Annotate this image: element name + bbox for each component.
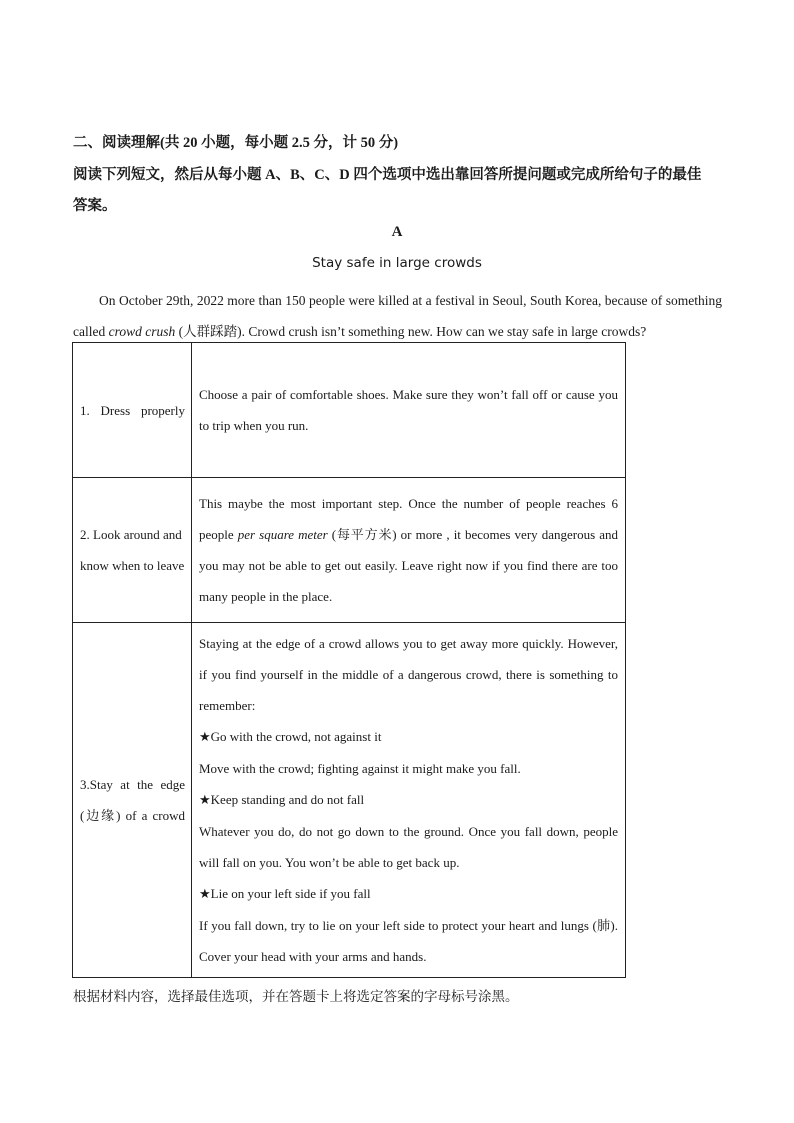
passage-letter: A bbox=[391, 224, 403, 240]
tip-point-detail: Whatever you do, do not go down to the ground. Once you fall down, people will fall on you. You won’t be able to get back up. bbox=[199, 824, 618, 870]
tip-point-title: ★Keep standing and do not fall bbox=[199, 792, 365, 808]
table-row bbox=[73, 623, 626, 978]
tip-heading: 2. Look around and know when to leave bbox=[73, 478, 192, 623]
passage-intro bbox=[73, 285, 722, 347]
tip-text-part: (每平方米) or more , it becomes very dangerous and you may not be able to get out easily. Leave right now if you find there are too many people in the place. bbox=[199, 527, 619, 604]
star-icon: ★ bbox=[199, 793, 211, 808]
tip-heading: 3.Stay at the edge (边缘) of a crowd bbox=[73, 623, 192, 978]
tip-text-part: This maybe the most important step. Once the number of people reaches 6 people bbox=[199, 496, 618, 542]
answer-instruction: 根据材料内容，选择最佳选项，并在答题卡上将选定答案的字母标号涂黑。 bbox=[73, 989, 519, 1004]
star-icon: ★ bbox=[199, 887, 211, 902]
tip-text bbox=[192, 623, 626, 978]
intro-term: crowd crush bbox=[108, 324, 176, 339]
star-icon: ★ bbox=[199, 730, 211, 745]
tip-point-title: ★Lie on your left side if you fall bbox=[199, 886, 371, 902]
table-row bbox=[73, 478, 626, 623]
tip-text: Choose a pair of comfortable shoes. Make sure they won’t fall off or cause you to trip when you run. bbox=[192, 343, 626, 478]
tips-table bbox=[72, 342, 626, 978]
tip-term: per square meter bbox=[237, 527, 328, 542]
intro-text-2: (人群踩踏). Crowd crush isn’t something new. How can we stay safe in large crowds? bbox=[175, 324, 647, 339]
tip-heading: 1. Dress properly bbox=[73, 343, 192, 478]
table-row bbox=[73, 343, 626, 478]
tip-lead: Staying at the edge of a crowd allows you to get away more quickly. However, if you find yourself in the middle of a dangerous crowd, there is something to remember: bbox=[199, 636, 618, 713]
passage-title: Stay safe in large crowds bbox=[312, 255, 482, 271]
tip-text bbox=[192, 478, 626, 623]
tip-point-detail: Move with the crowd; fighting against it might make you fall. bbox=[199, 761, 521, 776]
tip-point-detail: If you fall down, try to lie on your left side to protect your heart and lungs (肺). Cover your head with your arms and hands. bbox=[199, 918, 618, 964]
intro-text-1: On October 29th, 2022 more than 150 people were killed at a festival in Seoul, South Korea, because of something called bbox=[73, 293, 722, 339]
section-title: 二、阅读理解(共 20 小题，每小题 2.5 分，计 50 分) bbox=[73, 135, 399, 151]
tip-point-title: ★Go with the crowd, not against it bbox=[199, 729, 382, 745]
section-instruction: 阅读下列短文，然后从每小题 A、B、C、D 四个选项中选出靠回答所提问题或完成所给句子的最佳答案。 bbox=[73, 167, 702, 214]
